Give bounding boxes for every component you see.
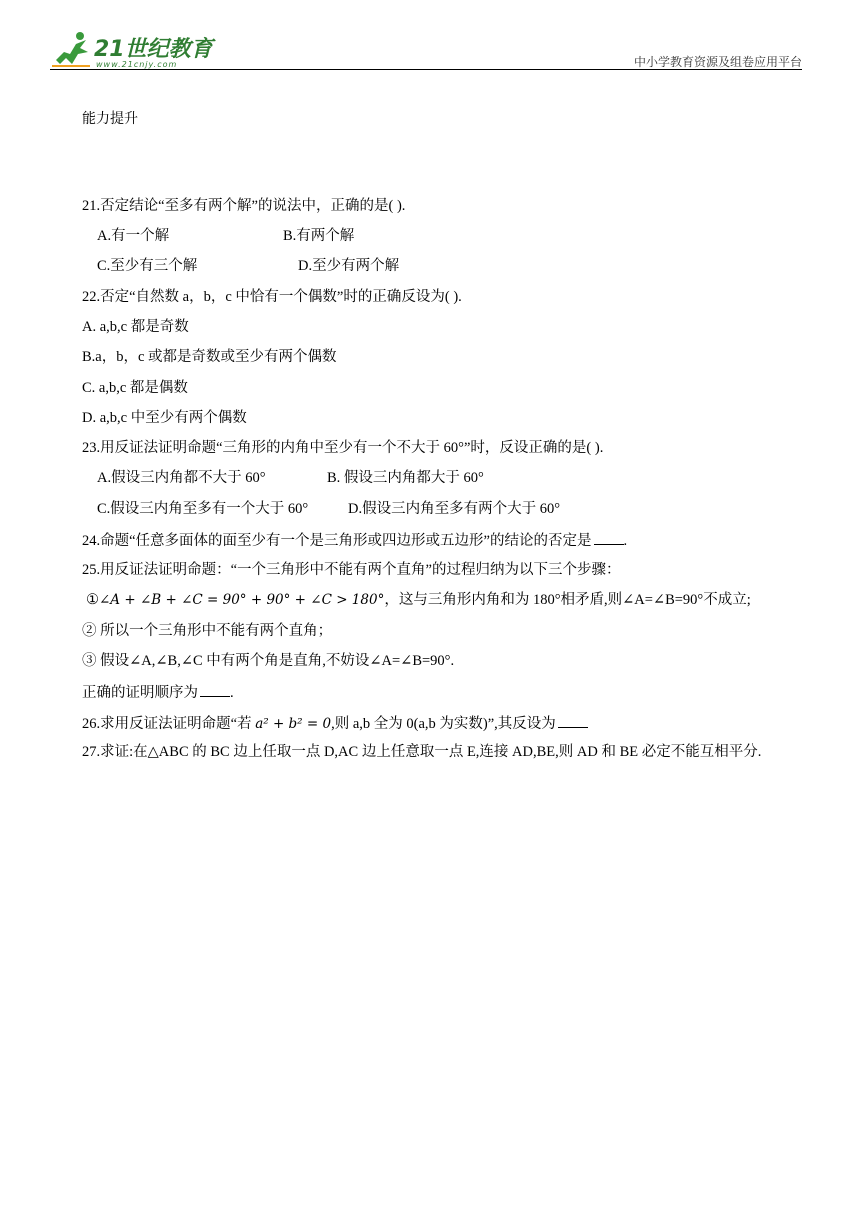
q22-option-a: A. a,b,c 都是奇数	[82, 319, 189, 335]
answer-blank	[594, 530, 624, 545]
q25-step-1-number: ①	[86, 592, 99, 608]
q23-option-b: B. 假设三内角都大于 60°	[327, 470, 484, 486]
answer-blank	[558, 713, 588, 728]
logo-wordmark: 21世纪教育	[94, 37, 213, 62]
question-24-text: 24.命题“任意多面体的面至少有一个是三角形或四边形或五边形”的结论的否定是	[82, 533, 592, 549]
q25-step-3: ③ 假设∠A,∠B,∠C 中有两个角是直角,不妨设∠A=∠B=90°.	[82, 653, 455, 669]
header-tagline: 中小学教育资源及组卷应用平台	[633, 55, 802, 69]
q23-option-d: D.假设三内角至多有两个大于 60°	[348, 501, 561, 517]
question-23-text: 23.用反证法证明命题“三角形的内角中至少有一个不大于 60°”时，反设正确的是( ).	[82, 440, 604, 456]
q25-answer-line	[82, 682, 234, 702]
publisher-logo	[50, 30, 230, 72]
q25-step-2: ② 所以一个三角形中不能有两个直角；	[82, 623, 333, 639]
question-27-text: 27.求证:在△ABC 的 BC 边上任取一点 D,AC 边上任意取一点 E,连接 AD,BE,则 AD 和 BE 必定不能互相平分.	[82, 744, 762, 760]
question-24-end: .	[623, 533, 628, 549]
q21-option-b: B.有两个解	[283, 228, 355, 244]
q25-step-1-text: ，这与三角形内角和为 180°相矛盾,则∠A=∠B=90°不成立;	[384, 592, 751, 608]
question-26-text-a: 26.求用反证法证明命题“若	[82, 716, 256, 732]
header-divider	[50, 69, 802, 70]
q23-option-c: C.假设三内角至多有一个大于 60°	[97, 501, 309, 517]
question-26-formula: a² + b² = 0	[255, 716, 332, 732]
q23-option-a: A.假设三内角都不大于 60°	[97, 470, 266, 486]
q22-option-d: D. a,b,c 中至少有两个偶数	[82, 410, 247, 426]
q22-option-c: C. a,b,c 都是偶数	[82, 380, 188, 396]
question-21-text: 21.否定结论“至多有两个解”的说法中，正确的是( ).	[82, 198, 406, 214]
q22-option-b: B.a，b，c 或都是奇数或至少有两个偶数	[82, 349, 337, 365]
question-24	[82, 530, 627, 550]
answer-blank	[200, 682, 230, 697]
q25-answer-end: .	[230, 685, 234, 701]
q25-answer-prompt: 正确的证明顺序为	[82, 685, 198, 701]
question-26	[82, 713, 588, 733]
runner-icon	[50, 30, 96, 70]
logo-url: www.21cnjy.com	[96, 60, 178, 69]
question-21	[82, 197, 405, 215]
q21-option-a: A.有一个解	[97, 228, 170, 244]
page-header	[50, 24, 802, 72]
question-26-text-b: ,则 a,b 全为 0(a,b 为实数)”,其反设为	[331, 716, 556, 732]
question-25-text: 25.用反证法证明命题：“一个三角形中不能有两个直角”的过程归纳为以下三个步骤：	[82, 562, 621, 578]
q25-step-1	[86, 591, 751, 609]
section-title: 能力提升	[82, 111, 138, 127]
q21-option-d: D.至少有两个解	[298, 258, 400, 274]
q21-option-c: C.至少有三个解	[97, 258, 198, 274]
question-22-text: 22.否定“自然数 a，b，c 中恰有一个偶数”时的正确反设为( ).	[82, 289, 462, 305]
q25-step-1-formula: ∠A + ∠B + ∠C = 90° + 90° + ∠C > 180°	[99, 592, 385, 608]
